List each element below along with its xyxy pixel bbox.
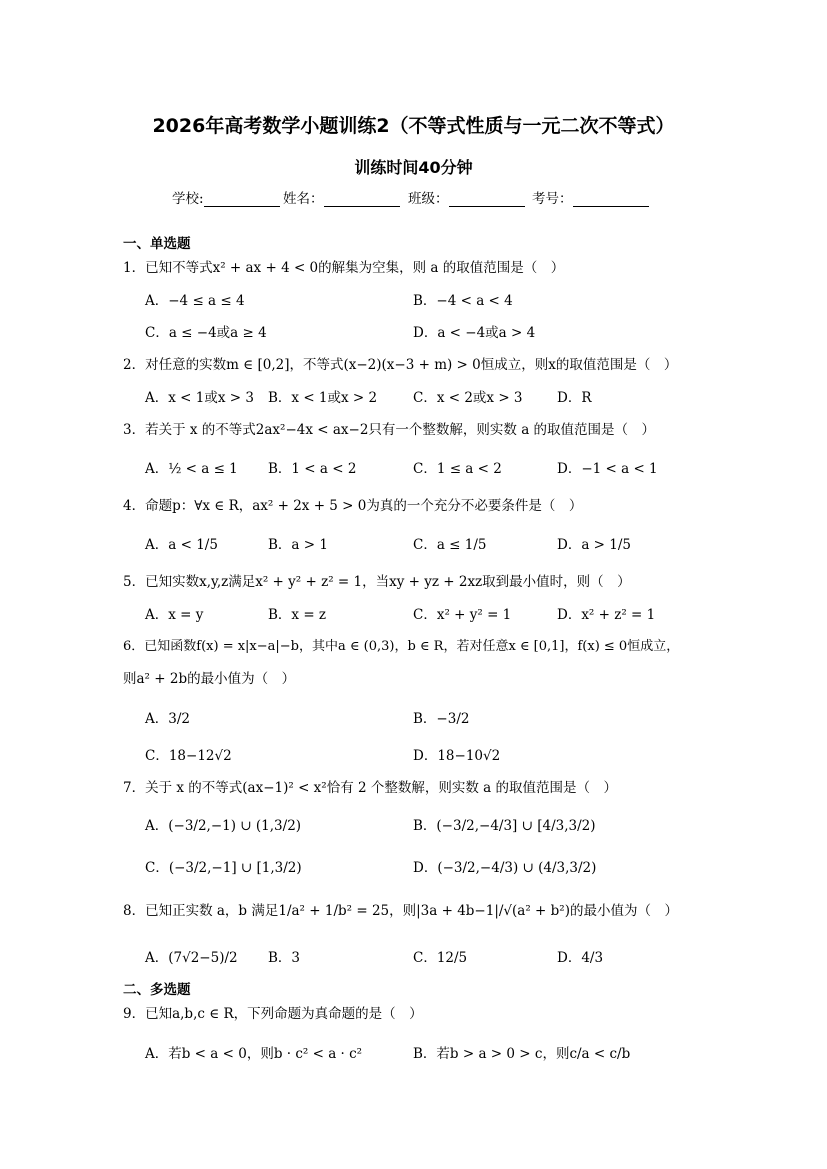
q2-option-c[interactable]: C．x < 2或x > 3	[413, 390, 523, 406]
name-label: 姓名：	[283, 191, 324, 207]
q5-option-b[interactable]: B．x = z	[268, 607, 327, 623]
q2-option-a[interactable]: A．x < 1或x > 3	[145, 390, 254, 406]
q6-stem-line2: 则a² + 2b的最小值为（ ）	[123, 671, 296, 687]
q2-option-d[interactable]: D．R	[557, 390, 592, 406]
q4-option-a[interactable]: A．a < 1/5	[145, 537, 218, 553]
q1-option-c[interactable]: C．a ≤ −4或a ≥ 4	[145, 325, 267, 341]
q1-option-b[interactable]: B．−4 < a < 4	[413, 293, 513, 309]
q4-stem: 4．命题p：∀x ∈ R，ax² + 2x + 5 > 0为真的一个充分不必要条件是（ ）	[123, 498, 583, 514]
school-field[interactable]	[172, 187, 280, 207]
q3-stem: 3．若关于 x 的不等式2ax²−4x < ax−2只有一个整数解，则实数 a 的取值范围是（ ）	[123, 422, 656, 438]
school-blank[interactable]	[204, 192, 280, 207]
section-multi-choice: 二、多选题	[123, 982, 191, 998]
class-blank[interactable]	[449, 192, 525, 207]
number-field[interactable]	[532, 187, 649, 207]
q6-option-b[interactable]: B．−3/2	[413, 711, 470, 727]
q1-option-d[interactable]: D．a < −4或a > 4	[413, 325, 536, 341]
q5-option-a[interactable]: A．x = y	[145, 607, 204, 623]
name-blank[interactable]	[324, 192, 400, 207]
q7-option-d[interactable]: D．(−3/2,−4/3) ∪ (4/3,3/2)	[413, 860, 597, 876]
q3-option-a[interactable]: A．½ < a ≤ 1	[145, 461, 238, 477]
q1-stem: 1．已知不等式x² + ax + 4 < 0的解集为空集，则 a 的取值范围是（ ）	[123, 260, 565, 276]
q2-stem: 2．对任意的实数m ∈ [0,2]，不等式(x−2)(x−3 + m) > 0恒成立，则x的取值范围是（ ）	[123, 357, 678, 373]
page-title: 2026年高考数学小题训练2（不等式性质与一元二次不等式）	[152, 115, 675, 137]
q9-stem: 9．已知a,b,c ∈ R，下列命题为真命题的是（ ）	[123, 1006, 423, 1022]
q3-option-b[interactable]: B．1 < a < 2	[268, 461, 357, 477]
school-label: 学校:	[172, 191, 204, 207]
q2-option-b[interactable]: B．x < 1或x > 2	[268, 390, 378, 406]
q5-option-d[interactable]: D．x² + z² = 1	[557, 607, 656, 623]
q1-option-a[interactable]: A．−4 ≤ a ≤ 4	[145, 293, 245, 309]
q4-option-b[interactable]: B．a > 1	[268, 537, 328, 553]
class-label: 班级：	[408, 191, 449, 207]
q8-option-a[interactable]: A．(7√2−5)/2	[145, 950, 238, 966]
q9-option-a[interactable]: A．若b < a < 0，则b · c² < a · c²	[145, 1046, 363, 1062]
q3-option-c[interactable]: C．1 ≤ a < 2	[413, 461, 502, 477]
q8-stem: 8．已知正实数 a，b 满足1/a² + 1/b² = 25，则|3a + 4b−1|/√(a² + b²)的最小值为（ ）	[123, 903, 678, 919]
q8-option-b[interactable]: B．3	[268, 950, 301, 966]
name-field[interactable]	[283, 187, 400, 207]
q3-option-d[interactable]: D．−1 < a < 1	[557, 461, 658, 477]
q4-option-c[interactable]: C．a ≤ 1/5	[413, 537, 487, 553]
class-field[interactable]	[408, 187, 525, 207]
q6-option-c[interactable]: C．18−12√2	[145, 748, 232, 764]
section-single-choice: 一、单选题	[123, 236, 191, 252]
number-label: 考号：	[532, 191, 573, 207]
page-subtitle: 训练时间40分钟	[354, 158, 473, 177]
q7-option-c[interactable]: C．(−3/2,−1] ∪ [1,3/2)	[145, 860, 302, 876]
q9-option-b[interactable]: B．若b > a > 0 > c，则c/a < c/b	[413, 1046, 631, 1062]
q6-option-a[interactable]: A．3/2	[145, 711, 190, 727]
q7-stem: 7．关于 x 的不等式(ax−1)² < x²恰有 2 个整数解，则实数 a 的取值范围是（ ）	[123, 780, 618, 796]
number-blank[interactable]	[573, 192, 649, 207]
q4-option-d[interactable]: D．a > 1/5	[557, 537, 631, 553]
q6-option-d[interactable]: D．18−10√2	[413, 748, 501, 764]
q8-option-c[interactable]: C．12/5	[413, 950, 468, 966]
q5-stem: 5．已知实数x,y,z满足x² + y² + z² = 1，当xy + yz + 2xz取到最小值时，则（ ）	[123, 574, 631, 590]
q5-option-c[interactable]: C．x² + y² = 1	[413, 607, 512, 623]
q6-stem-line1: 6．已知函数f(x) = x|x−a|−b，其中a ∈ (0,3)，b ∈ R，若对任意x ∈ [0,1]，f(x) ≤ 0恒成立，	[123, 639, 680, 654]
q7-option-a[interactable]: A．(−3/2,−1) ∪ (1,3/2)	[145, 818, 302, 834]
q7-option-b[interactable]: B．(−3/2,−4/3] ∪ [4/3,3/2)	[413, 818, 596, 834]
q8-option-d[interactable]: D．4/3	[557, 950, 604, 966]
